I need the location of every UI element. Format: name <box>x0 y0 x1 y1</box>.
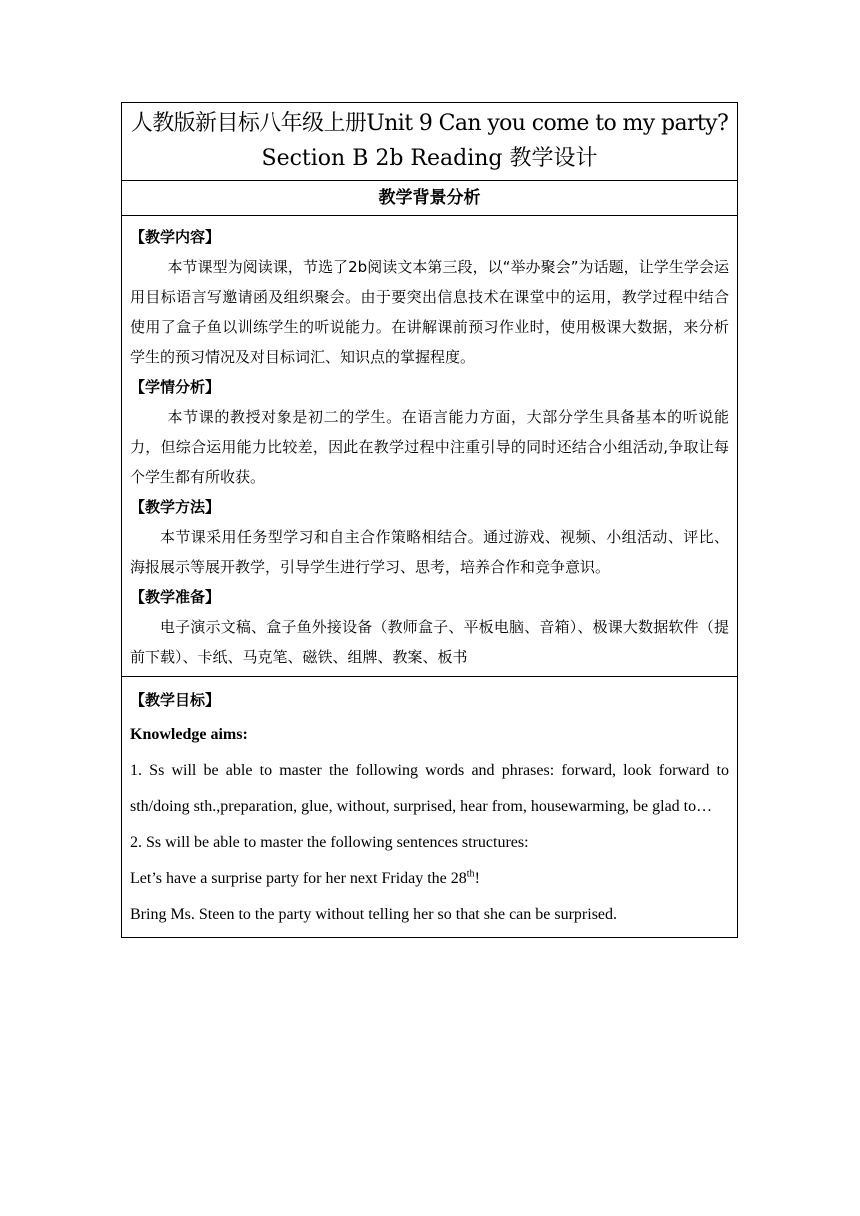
learner-analysis-text: 本节课的教授对象是初二的学生。在语言能力方面，大部分学生具备基本的听说能力，但综合运用能力比较差，因此在教学过程中注重引导的同时还结合小组活动,争取让每个学生都有所收获。 <box>130 408 729 486</box>
teaching-objectives-heading: 【教学目标】 <box>130 691 221 709</box>
objective-item-2: 2. Ss will be able to master the following sentences structures: <box>130 834 529 851</box>
example-sentence-1-end: ! <box>474 870 480 887</box>
ordinal-suffix: th <box>466 868 475 880</box>
lesson-plan-table <box>121 102 738 938</box>
teaching-methods-text: 本节课采用任务型学习和自主合作策略相结合。通过游戏、视频、小组活动、评比、海报展示等展开教学，引导学生进行学习、思考，培养合作和竞争意识。 <box>130 528 729 576</box>
knowledge-aims-label: Knowledge aims: <box>130 726 248 743</box>
background-analysis-body <box>122 216 738 677</box>
background-analysis-heading: 教学背景分析 <box>122 181 738 216</box>
objective-item-1: 1. Ss will be able to master the following words and phrases: forward, look forward to sth/doing sth.,preparation, glue, without, surprised, hear from, housewarming, be glad to… <box>130 762 729 815</box>
teaching-content-text: 本节课型为阅读课，节选了2b阅读文本第三段，以“举办聚会”为话题，让学生学会运用目标语言写邀请函及组织聚会。由于要突出信息技术在课堂中的运用，教学过程中结合使用了盒子鱼以训练学生的听说能力。在讲解课前预习作业时，使用极课大数据，来分析学生的预习情况及对目标词汇、知识点的掌握程度。 <box>130 258 729 366</box>
teaching-methods-heading: 【教学方法】 <box>130 498 221 516</box>
teaching-preparation-text: 电子演示文稿、盒子鱼外接设备（教师盒子、平板电脑、音箱）、极课大数据软件（提前下载）、卡纸、马克笔、磁铁、组牌、教案、板书 <box>130 618 729 666</box>
learner-analysis-heading: 【学情分析】 <box>130 378 221 396</box>
example-sentence-2: Bring Ms. Steen to the party without telling her so that she can be surprised. <box>130 906 618 923</box>
example-sentence-1 <box>130 861 729 897</box>
teaching-content-heading: 【教学内容】 <box>130 228 221 246</box>
document-title <box>122 103 738 181</box>
teaching-preparation-heading: 【教学准备】 <box>130 588 221 606</box>
example-sentence-1-main: Let’s have a surprise party for her next Friday the 28 <box>130 870 467 887</box>
teaching-objectives-body <box>122 677 738 938</box>
title-line-1: 人教版新目标八年级上册Unit 9 Can you come to my party? <box>130 111 729 136</box>
title-line-2: Section B 2b Reading 教学设计 <box>261 146 598 171</box>
